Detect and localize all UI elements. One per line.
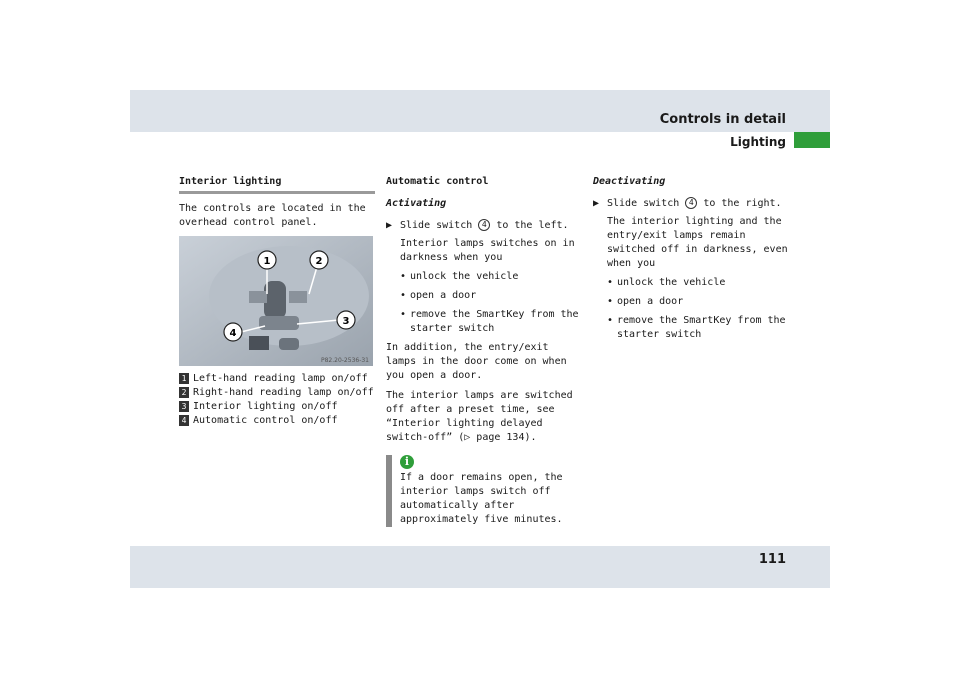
list-item: • open a door (607, 296, 684, 307)
svg-text:2: 2 (315, 256, 323, 267)
step-arrow-icon: ▶ (386, 220, 393, 231)
list-item: • open a door (400, 290, 477, 301)
subheading-activating: Activating (386, 198, 447, 209)
heading-deactivating: Deactivating (593, 176, 666, 187)
switch-number-badge: 4 (478, 219, 490, 231)
section-title: Controls in detail (659, 112, 786, 127)
footer-band (130, 546, 830, 588)
intro-text: The controls are located in the overhead control panel. (179, 203, 366, 228)
info-note-text: If a door remains open, the interior lamps switch off automatically after approximately five minutes. (400, 472, 563, 525)
paragraph-switch-off: The interior lamps are switched off after a preset time, see “Interior lighting delayed switch-off” (▷ page 134). (386, 390, 573, 443)
overhead-panel-photo (179, 236, 373, 366)
deactivate-description: The interior lighting and the entry/exit lamps remain switched off in darkness, even when you (607, 216, 788, 269)
step-activate: ▶ Slide switch 4 to the left. (386, 220, 569, 231)
section-tab (794, 132, 830, 148)
list-item: • remove the SmartKey from the starter switch (607, 315, 786, 340)
legend-item-2: 2 Right-hand reading lamp on/off (179, 386, 375, 400)
activate-description: Interior lamps switches on in darkness when you (400, 238, 575, 263)
column-interior-lighting (179, 175, 375, 428)
svg-text:3: 3 (342, 316, 350, 327)
heading-automatic-control: Automatic control (386, 176, 489, 187)
legend-item-4: 4 Automatic control on/off (179, 414, 375, 428)
svg-text:4: 4 (229, 328, 237, 339)
legend-item-1: 1 Left-hand reading lamp on/off (179, 372, 375, 386)
column-automatic-control (386, 175, 582, 527)
step-arrow-icon: ▶ (593, 198, 600, 209)
column-deactivating (593, 175, 789, 347)
list-item: • unlock the vehicle (400, 271, 519, 282)
heading-interior-lighting: Interior lighting (179, 175, 375, 194)
list-item: • remove the SmartKey from the starter switch (400, 309, 579, 334)
info-note (386, 455, 582, 527)
paragraph-entry-exit: In addition, the entry/exit lamps in the door come on when you open a door. (386, 342, 567, 381)
svg-text:1: 1 (263, 256, 271, 267)
legend-item-3: 3 Interior lighting on/off (179, 400, 375, 414)
info-icon: i (400, 455, 414, 469)
switch-number-badge: 4 (685, 197, 697, 209)
step-deactivate: ▶ Slide switch 4 to the right. (593, 198, 782, 209)
photo-code: P82.20-2536-31 (320, 357, 369, 364)
list-item: • unlock the vehicle (607, 277, 726, 288)
section-subtitle: Lighting (730, 135, 786, 149)
page-number: 111 (758, 552, 786, 567)
